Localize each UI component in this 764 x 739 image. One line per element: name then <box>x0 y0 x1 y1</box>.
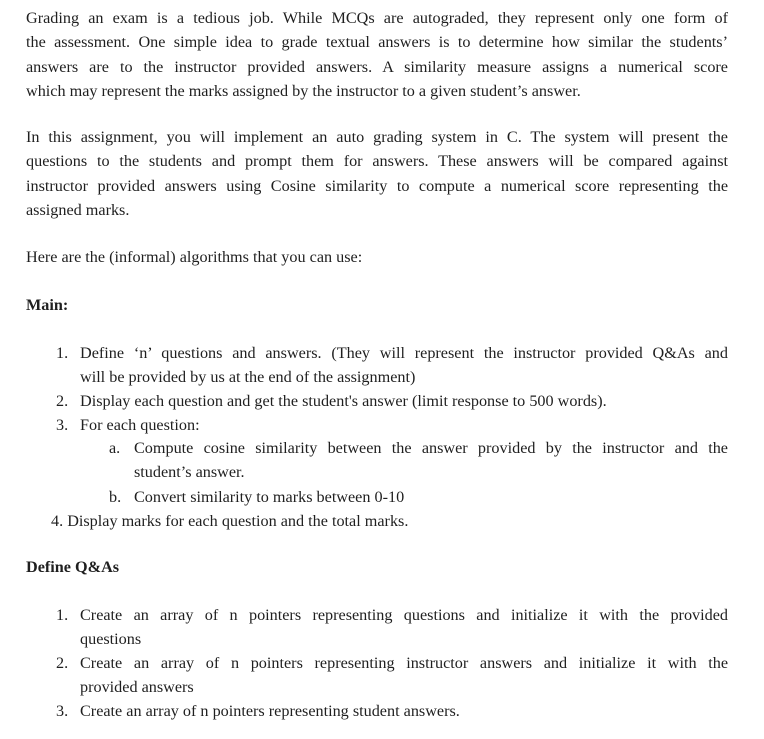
main-heading: Main: <box>26 296 69 314</box>
list-number: 1. <box>56 344 69 362</box>
list-item-text: 4. Display marks for each question and the total marks. <box>51 512 409 530</box>
algorithms-intro: Here are the (informal) algorithms that you can use: <box>26 248 363 266</box>
sublist-item-text: student’s answer. <box>134 463 245 481</box>
paragraph-line: assigned marks. <box>26 201 130 219</box>
list-number: 2. <box>56 392 69 410</box>
list-number: 1. <box>56 606 69 624</box>
paragraph-line: instructor provided answers using Cosine similarity to compute a numerical score representing the <box>26 177 728 195</box>
paragraph-line: Grading an exam is a tedious job. While MCQs are autograded, they represent only one form of <box>26 9 728 27</box>
list-item-text: questions <box>80 630 142 648</box>
list-item-text: Create an array of n pointers representing instructor answers and initialize it with the <box>80 654 728 672</box>
paragraph-line: the assessment. One simple idea to grade textual answers is to determine how similar the students’ <box>26 33 728 51</box>
paragraph-line: questions to the students and prompt them for answers. These answers will be compared against <box>26 152 728 170</box>
sublist-letter: b. <box>109 488 122 506</box>
paragraph-line: answers are to the instructor provided answers. A similarity measure assigns a numerical score <box>26 58 728 76</box>
list-item-text: Display each question and get the student's answer (limit response to 500 words). <box>80 392 607 410</box>
list-item-text: will be provided by us at the end of the assignment) <box>80 368 416 386</box>
list-number: 3. <box>56 416 69 434</box>
sublist-item-text: Compute cosine similarity between the answer provided by the instructor and the <box>134 439 728 457</box>
list-item-text: provided answers <box>80 678 194 696</box>
list-item-text: Create an array of n pointers representing questions and initialize it with the provided <box>80 606 728 624</box>
paragraph-line: which may represent the marks assigned by the instructor to a given student’s answer. <box>26 82 581 100</box>
list-item-text: For each question: <box>80 416 200 434</box>
list-item-text: Define ‘n’ questions and answers. (They will represent the instructor provided Q&As and <box>80 344 728 362</box>
qa-heading: Define Q&As <box>26 558 120 576</box>
list-number: 3. <box>56 702 69 720</box>
paragraph-line: In this assignment, you will implement an auto grading system in C. The system will present the <box>26 128 728 146</box>
sublist-item-text: Convert similarity to marks between 0-10 <box>134 488 405 506</box>
list-item-text: Create an array of n pointers representing student answers. <box>80 702 460 720</box>
sublist-letter: a. <box>109 439 121 457</box>
list-number: 2. <box>56 654 69 672</box>
